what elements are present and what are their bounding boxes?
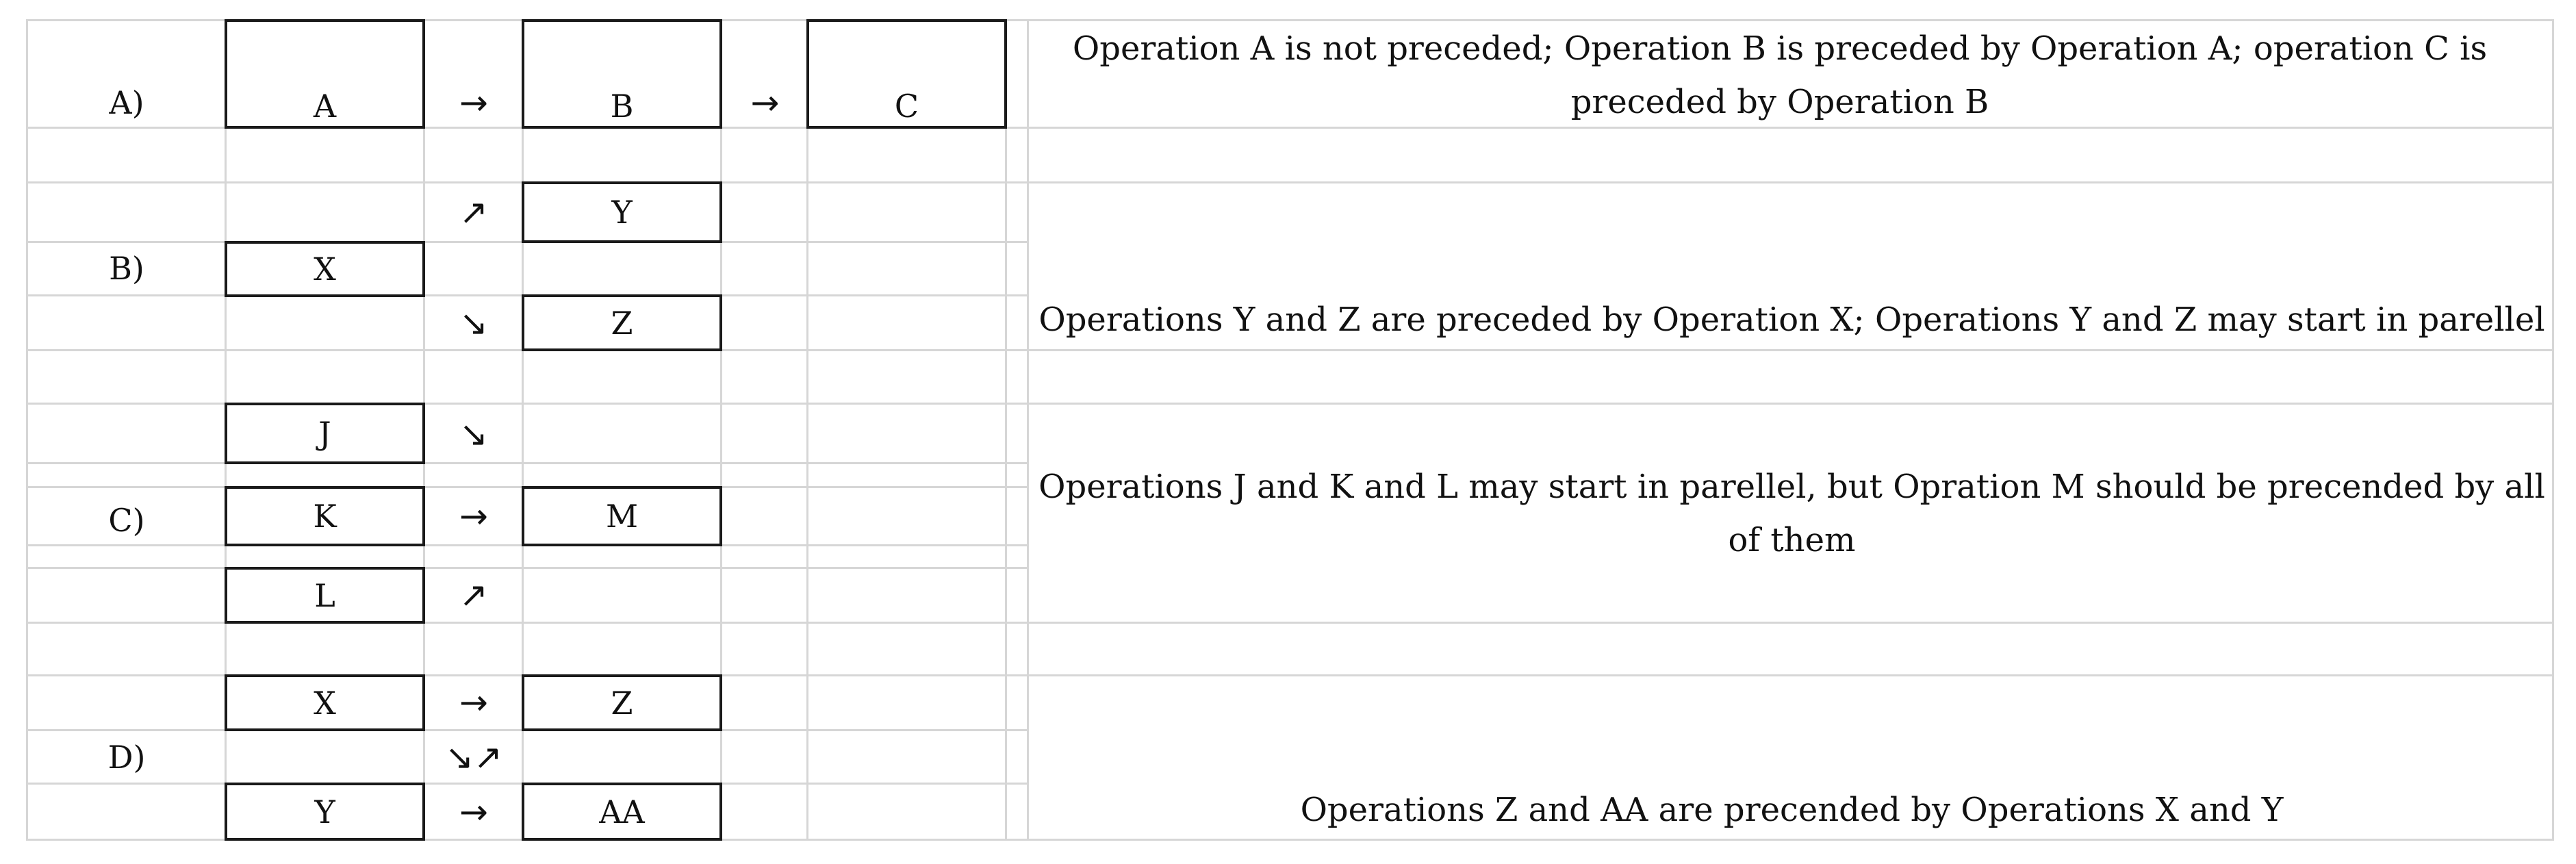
right-arrow-icon: → (459, 683, 488, 722)
operation-box: X (225, 674, 425, 731)
grid-line (26, 567, 1029, 569)
cross-arrows-icon: ↘↗ (445, 737, 502, 777)
operation-box: A (225, 19, 425, 129)
operation-box: J (225, 403, 425, 464)
operation-box: C (806, 19, 1007, 129)
operation-box: B (522, 19, 722, 129)
section-label: D) (107, 739, 146, 776)
operation-box: L (225, 567, 425, 624)
grid-line (26, 19, 28, 841)
right-arrow-icon: → (750, 83, 780, 123)
grid-line (1027, 19, 1029, 841)
section-label: C) (108, 502, 145, 539)
section-description: Operations Y and Z are preceded by Operation X; Operations Y and Z may start in parellel (1038, 301, 2545, 339)
grid-line (2552, 19, 2554, 841)
section-description: Operations J and K and L may start in parellel, but Opration M should be precended by all of them (1038, 468, 2545, 559)
section-label: B) (109, 250, 144, 287)
grid-line (806, 19, 808, 841)
section-label: A) (109, 84, 144, 121)
operation-box: AA (522, 783, 722, 841)
operation-box: M (522, 486, 722, 546)
operation-box: X (225, 241, 425, 297)
operation-box: Y (522, 181, 722, 243)
grid-line (26, 462, 1029, 464)
operation-box: Z (522, 674, 722, 731)
operation-box: Z (522, 294, 722, 351)
arrow-up-right-icon: ↗ (459, 575, 488, 615)
operation-box: Y (225, 783, 425, 841)
right-arrow-icon: → (459, 83, 488, 123)
grid-line (26, 349, 2554, 351)
section-description: Operation A is not preceded; Operation B is preceded by Operation A; operation C is preceded by Operation B (1072, 29, 2488, 121)
right-arrow-icon: → (459, 792, 488, 832)
right-arrow-icon: → (459, 496, 488, 536)
section-description: Operations Z and AA are precended by Operations X and Y (1300, 791, 2284, 829)
operation-box: K (225, 486, 425, 546)
arrow-down-right-icon: ↘ (459, 303, 488, 343)
grid-line (1005, 19, 1007, 841)
arrow-down-right-icon: ↘ (459, 414, 488, 454)
arrow-up-right-icon: ↗ (459, 192, 488, 232)
